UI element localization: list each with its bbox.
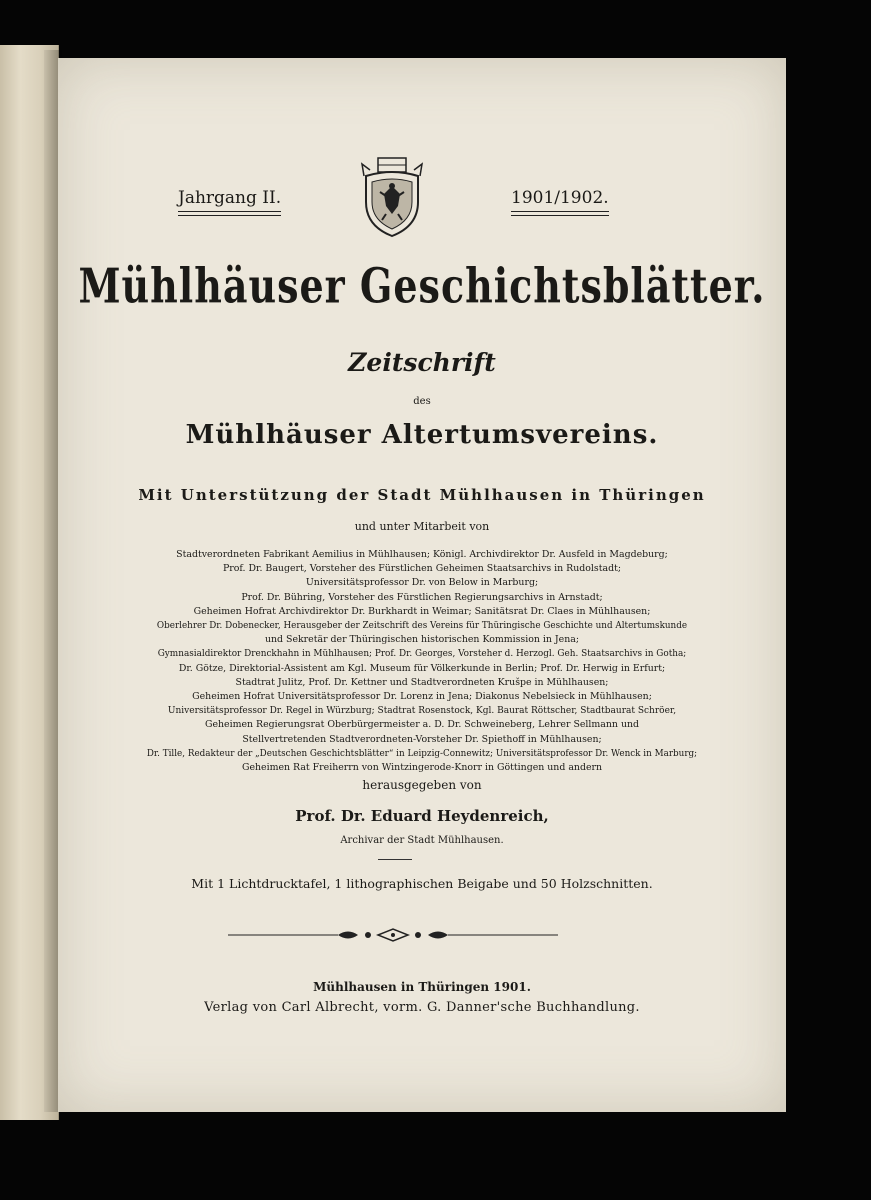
contributor-line: Oberlehrer Dr. Dobenecker, Herausgeber der Zeitschrift des Vereins für Thüringische Geschichte und Altertumskunde	[156, 621, 688, 632]
contributor-line: und Sekretär der Thüringischen historischen Kommission in Jena;	[264, 634, 580, 646]
ornament-divider-icon	[228, 928, 558, 942]
contributor-line: Geheimen Hofrat Universitätsprofessor Dr. Lorenz in Jena; Diakonus Nebelsieck in Mühlhausen;	[192, 691, 652, 703]
contributor-line: Geheimen Regierungsrat Oberbürgermeister a. D. Dr. Schweineberg, Lehrer Sellmann und	[204, 719, 640, 731]
contributor-line: Stadtverordneten Fabrikant Aemilius in Mühlhausen; Königl. Archivdirektor Dr. Ausfeld in Magdeburg;	[176, 549, 668, 560]
year-label: 1901/1902.	[511, 188, 609, 212]
contributor-line: Stellvertretenden Stadtverordneten-Vorsteher Dr. Spiethoff in Mühlhausen;	[242, 733, 602, 745]
volume-label: Jahrgang II.	[178, 188, 281, 212]
des-word: des	[413, 396, 431, 407]
title-page	[58, 58, 786, 1112]
page-title: Mühlhäuser Geschichtsblätter.	[78, 257, 766, 314]
editor-name: Prof. Dr. Eduard Heydenreich,	[295, 807, 549, 825]
editor-title: Archivar der Stadt Mühlhausen.	[340, 835, 504, 846]
subtitle: Zeitschrift	[348, 348, 496, 377]
publisher-line: Verlag von Carl Albrecht, vorm. G. Danner'sche Buchhandlung.	[204, 1000, 640, 1015]
collaboration-line: und unter Mitarbeit von	[354, 520, 490, 533]
edited-by-line: herausgegeben von	[362, 778, 482, 792]
contributor-line: Geheimen Rat Freiherrn von Wintzingerode-Knorr in Göttingen und andern	[241, 762, 603, 774]
contributor-line: Universitätsprofessor Dr. von Below in Marburg;	[305, 577, 539, 589]
contributor-line: Prof. Dr. Bühring, Vorsteher des Fürstlichen Regierungsarchivs in Arnstadt;	[241, 591, 603, 603]
contributor-line: Geheimen Hofrat Archivdirektor Dr. Burkhardt in Weimar; Sanitätsrat Dr. Claes in Mühlhausen;	[193, 605, 651, 617]
support-line: Mit Unterstützung der Stadt Mühlhausen in Thüringen	[138, 486, 706, 504]
contributor-line: Prof. Dr. Baugert, Vorsteher des Fürstlichen Geheimen Staatsarchivs in Rudolstadt;	[222, 563, 622, 575]
short-divider	[378, 859, 412, 860]
contributor-line: Universitätsprofessor Dr. Regel in Würzburg; Stadtrat Rosenstock, Kgl. Baurat Röttscher, Stadtbaurat Schröer,	[167, 706, 677, 717]
society-name: Mühlhäuser Altertumsvereins.	[185, 420, 659, 450]
place-and-year: Mühlhausen in Thüringen 1901.	[313, 980, 531, 994]
coat-of-arms-icon	[356, 156, 428, 238]
plates-note: Mit 1 Lichtdrucktafel, 1 lithographischen Beigabe und 50 Holzschnitten.	[191, 876, 653, 891]
contributors-list	[98, 548, 746, 775]
contributor-line: Dr. Tille, Redakteur der „Deutschen Geschichtsblätter“ in Leipzig-Connewitz; Universitätsprofessor Dr. Wenck in Marburg;	[146, 748, 698, 759]
contributor-line: Gymnasialdirektor Drenckhahn in Mühlhausen; Prof. Dr. Georges, Vorsteher d. Herzogl. Geh. Staatsarchivs in Gotha;	[157, 649, 687, 660]
contributor-line: Stadtrat Julitz, Prof. Dr. Kettner und Stadtverordneten Krušpe in Mühlhausen;	[235, 676, 609, 688]
contributor-line: Dr. Götze, Direktorial-Assistent am Kgl. Museum für Völkerkunde in Berlin; Prof. Dr. Herwig in Erfurt;	[178, 662, 666, 674]
